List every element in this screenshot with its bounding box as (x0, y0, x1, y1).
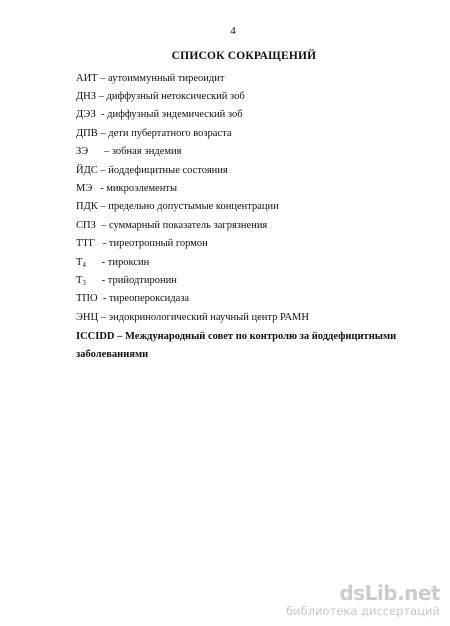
abbreviation-term: ДНЗ (76, 91, 97, 102)
abbreviation-definition: микроэлементы (106, 183, 178, 194)
abbreviation-entry (76, 219, 267, 232)
abbreviation-term: ТПО (76, 293, 98, 304)
abbreviation-entry (76, 72, 224, 85)
abbreviation-term: ЭНЦ (76, 312, 99, 323)
abbreviation-definition: дети пубертатного возраста (108, 128, 232, 139)
abbreviation-separator: – (97, 165, 109, 176)
abbreviation-term: ICCIDD (76, 331, 115, 342)
abbreviation-separator: – (95, 220, 109, 231)
abbreviation-term: Т (76, 257, 83, 268)
abbreviation-separator: – (98, 312, 109, 323)
abbreviation-term: ТТГ (76, 238, 95, 249)
abbreviation-entry (76, 200, 279, 213)
abbreviation-definition: тиреопероксидаза (108, 293, 190, 304)
abbreviation-definition: трийодтиронин (107, 275, 177, 286)
abbreviation-entry (76, 311, 309, 324)
abbreviation-definition: диффузный эндемический зоб (107, 109, 243, 120)
abbreviation-definition: йоддефицитные состояния (108, 165, 228, 176)
abbreviation-term: ЙДС (76, 165, 98, 176)
abbreviation-term: ДЭЗ (76, 109, 96, 120)
abbreviation-separator: - (85, 275, 108, 286)
abbreviation-entry (76, 330, 396, 343)
watermark-tagline: библиотека диссертаций (286, 604, 440, 618)
abbreviation-separator: - (92, 183, 107, 194)
abbreviation-definition: эндокринологический научный центр РАМН (108, 312, 309, 323)
watermark (286, 582, 440, 618)
abbreviation-term: МЭ (76, 183, 93, 194)
abbreviation-separator: – (96, 91, 107, 102)
abbreviation-definition: предельно допустымые концентрации (108, 201, 279, 212)
abbreviation-entry (76, 237, 208, 250)
abbreviation-entry (76, 90, 245, 103)
abbreviation-definition: тироксин (107, 257, 150, 268)
abbreviation-term: ЗЭ (76, 146, 89, 157)
abbreviation-separator: – (88, 146, 112, 157)
abbreviation-separator: – (97, 201, 109, 212)
abbreviation-entry (76, 182, 177, 195)
watermark-logo: dsLib.net (339, 581, 440, 605)
abbreviation-separator: – (114, 331, 126, 342)
abbreviation-separator: - (95, 109, 108, 120)
abbreviation-entry (76, 292, 189, 305)
abbreviation-term: ДПВ (76, 128, 98, 139)
abbreviation-definition: суммарный показатель загрязнения (108, 220, 268, 231)
abbreviation-entry (76, 164, 228, 177)
abbreviation-separator: – (97, 73, 109, 84)
abbreviation-entry (76, 274, 177, 290)
abbreviation-term: Т (76, 275, 83, 286)
abbreviation-definition: зобная эндемия (111, 146, 182, 157)
abbreviation-entry (76, 127, 232, 140)
abbreviation-entry (76, 256, 149, 272)
abbreviation-entry (76, 145, 181, 158)
abbreviation-definition: заболеваниями (76, 349, 149, 360)
abbreviation-separator: – (97, 128, 109, 139)
abbreviation-term: ПДК (76, 201, 98, 212)
abbreviation-subscript: 3 (82, 279, 86, 287)
abbreviation-definition: тиреотропный гормон (108, 238, 208, 249)
abbreviation-separator: - (94, 238, 109, 249)
abbreviation-term: АИТ (76, 73, 98, 84)
abbreviation-definition: аутоиммунный тиреоидит (108, 73, 225, 84)
abbreviation-definition: диффузный нетоксический зоб (106, 91, 245, 102)
abbreviation-entry (76, 348, 148, 361)
page-number: 4 (230, 25, 236, 37)
abbreviation-entry (76, 108, 243, 121)
abbreviation-separator: - (85, 257, 108, 268)
abbreviation-term: СПЗ (76, 220, 96, 231)
page-title: СПИСОК СОКРАЩЕНИЙ (171, 50, 317, 62)
abbreviation-subscript: 4 (82, 261, 86, 269)
abbreviation-definition: Международный совет по контролю за йоддефицитными (125, 331, 397, 342)
abbreviation-separator: - (97, 293, 109, 304)
